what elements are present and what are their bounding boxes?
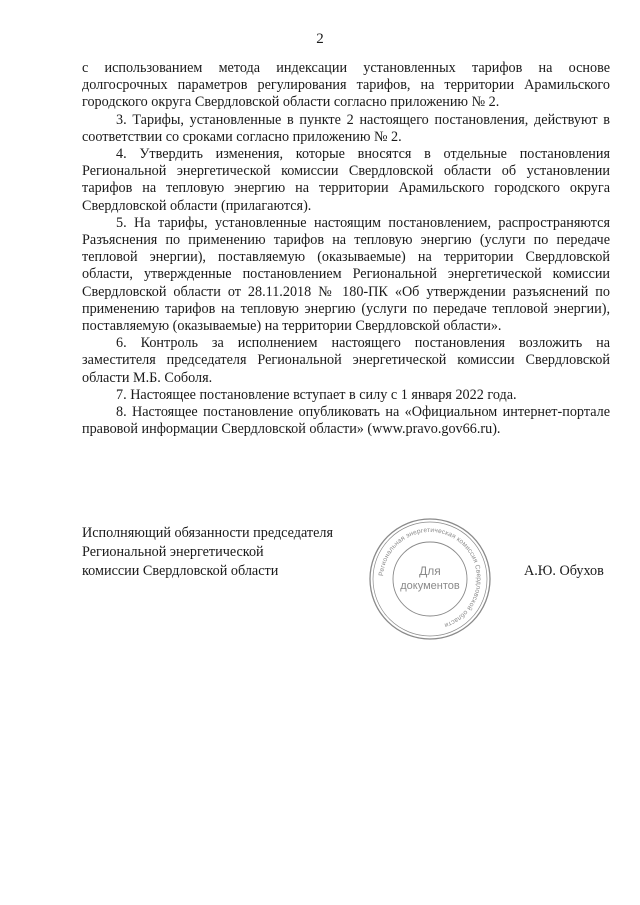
page-number: 2 bbox=[316, 31, 324, 47]
paragraph-item-3: 3. Тарифы, установленные в пункте 2 настоящего постановления, действуют в соответствии со сроками согласно приложению № 2. bbox=[82, 111, 610, 145]
stamp-ring-text: Региональная энергетическая комиссия Свердловской области bbox=[378, 526, 483, 629]
signer-position-line-3: комиссии Свердловской области bbox=[82, 563, 279, 579]
official-stamp bbox=[367, 516, 493, 642]
paragraph-item-7: 7. Настоящее постановление вступает в силу с 1 января 2022 года. bbox=[116, 386, 517, 403]
signer-position-line-1: Исполняющий обязанности председателя bbox=[82, 525, 333, 541]
paragraph-item-4: 4. Утвердить изменения, которые вносятся в отдельные постановления Региональной энергетической комиссии Свердловской области об установлении тарифов на тепловую энергию на территории Арамильского городского округа Свердловской области (прилагаются). bbox=[82, 146, 610, 214]
paragraph-item-8: 8. Настоящее постановление опубликовать на «Официальном интернет-портале правовой информации Свердловской области» (www.pravo.gov66.ru). bbox=[82, 404, 610, 438]
stamp-ink bbox=[370, 519, 490, 639]
paragraph-item-6: 6. Контроль за исполнением настоящего постановления возложить на заместителя председателя Региональной энергетической комиссии Свердловской области М.Б. Соболя. bbox=[82, 335, 610, 386]
paragraph-item-5: 5. На тарифы, установленные настоящим постановлением, распространяются Разъяснения по применению тарифов на тепловую энергию (услуги по передаче тепловой энергии), поставляемую (оказываемые) на территории Свердловской области, утвержденные постановлением Региональной энергетической комиссии Свердловской области от 28.11.2018 № 180-ПК «Об утверждении разъяснений по применению тарифов на тепловую энергию (услуги по передаче тепловой энергии), поставляемую (оказываемые) на территории Свердловской области». bbox=[82, 214, 610, 335]
stamp-center-line-2: документов bbox=[400, 580, 460, 592]
stamp-center-line-1: Для bbox=[419, 564, 441, 578]
signer-name: А.Ю. Обухов bbox=[524, 563, 604, 579]
document-body bbox=[82, 60, 610, 438]
signer-position-line-2: Региональной энергетической bbox=[82, 544, 264, 560]
signer-position bbox=[82, 524, 333, 581]
paragraph-continuation: с использованием метода индексации установленных тарифов на основе долгосрочных параметров регулирования тарифов, на территории Арамильского городского округа Свердловской области согласно приложению № 2. bbox=[82, 60, 610, 111]
